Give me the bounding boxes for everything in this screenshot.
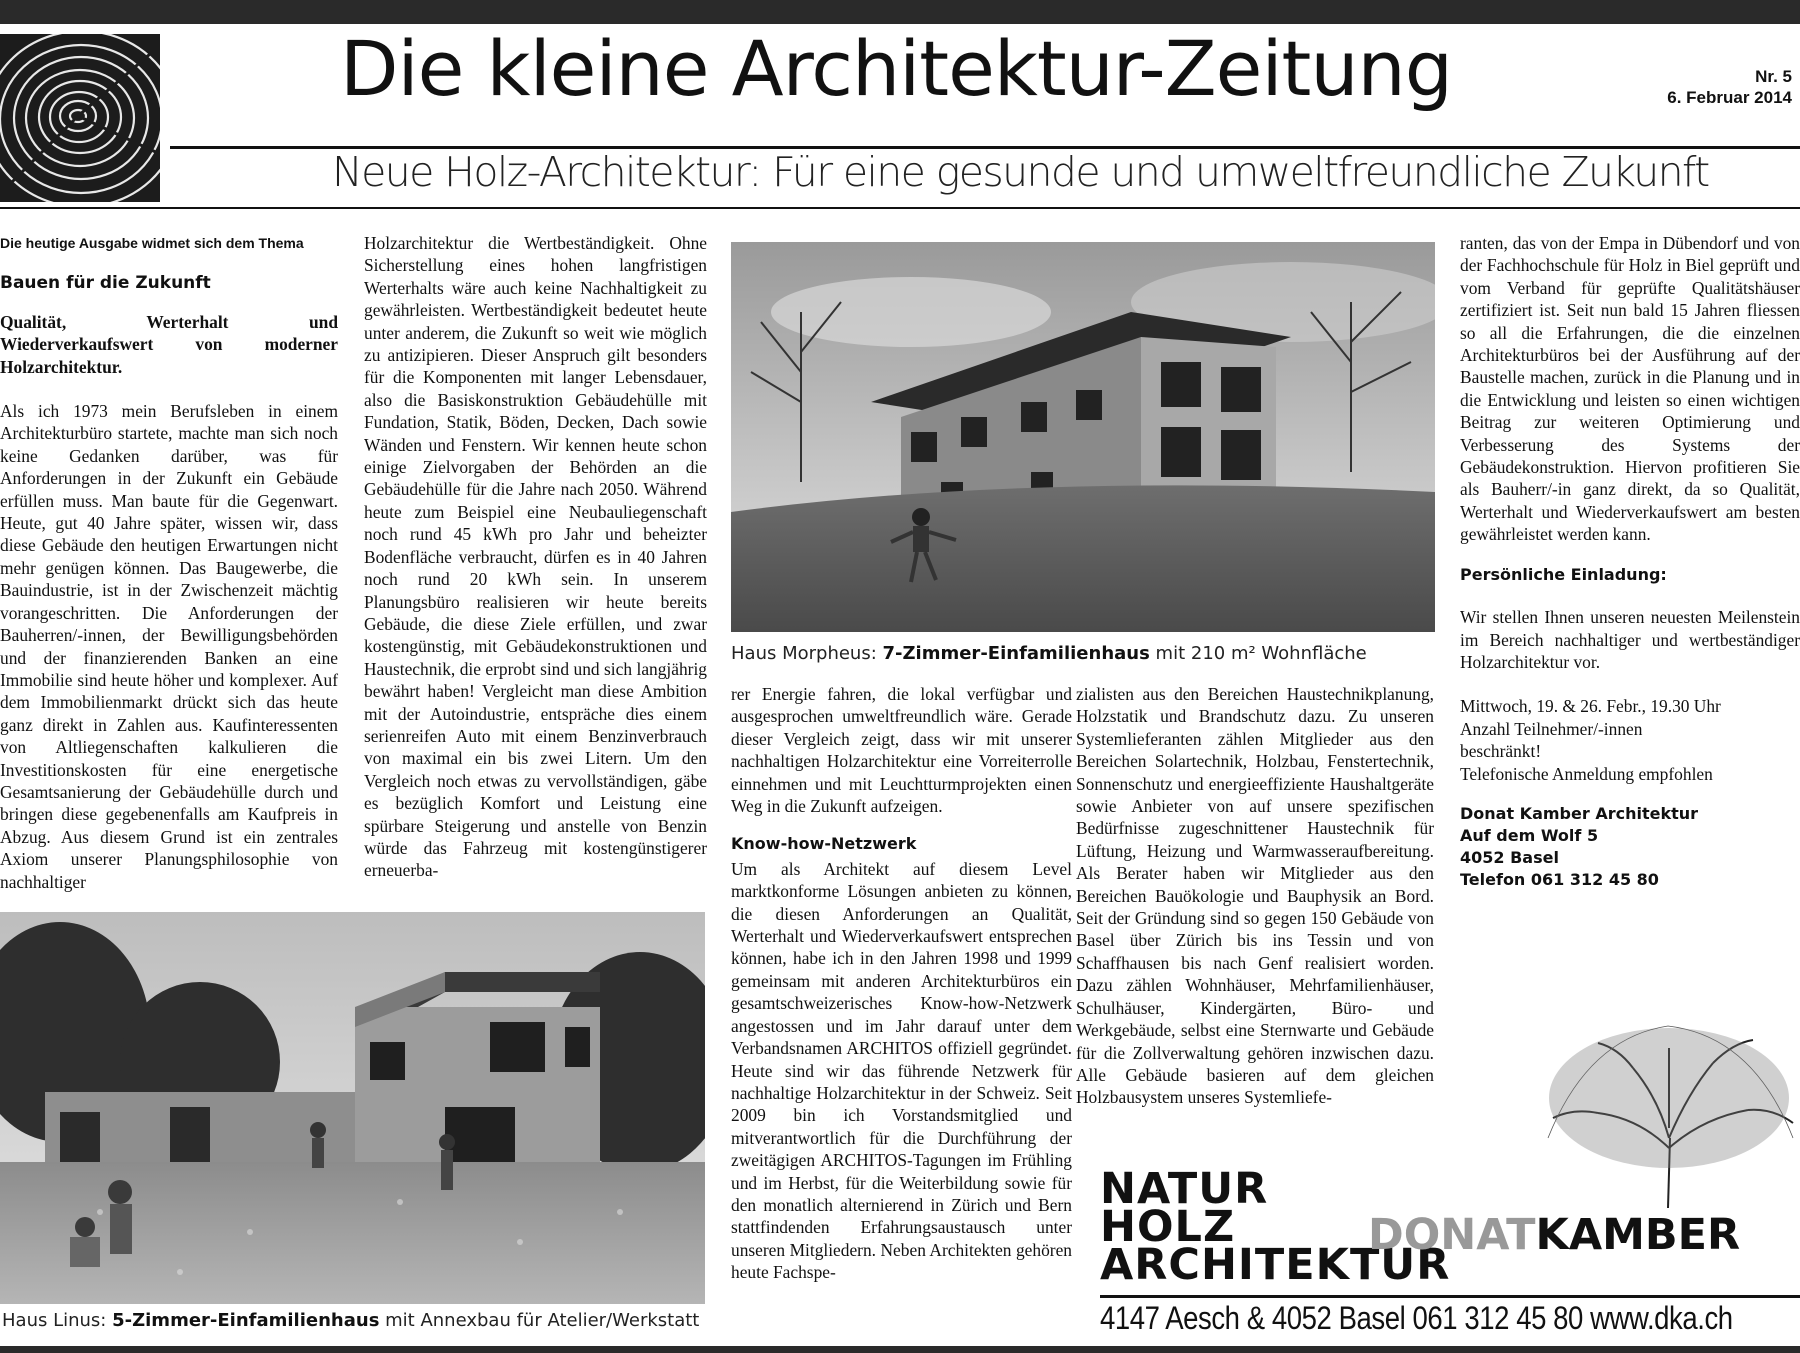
article-column-5 [1460, 232, 1800, 891]
brand-line-architektur: ARCHITEKTUR [1100, 1240, 1451, 1290]
tree-logo-icon [1538, 1018, 1800, 1208]
lead-label: Die heutige Ausgabe widmet sich dem Thema [0, 235, 304, 251]
newspaper-title: Die kleine Architektur-Zeitung [340, 24, 1452, 113]
caption-haus-morpheus [731, 643, 1367, 664]
contact-phone: Telefon 061 312 45 80 [1460, 869, 1659, 889]
article-column-3 [731, 683, 1072, 1284]
article-text-4: zialisten aus den Bereichen Haustechnikplanung, Holzstatik und Brandschutz dazu. Zu unseren Systemlieferanten zählen Mitglieder aus den Bereichen Solartechnik, Holzbau, Fenstertechnik, Sonnenschutz und energieeffiziente Haushaltgeräte sowie Anbieter von auf unsere spezifischen Bedürfnisse zugeschnittener Haustechnik für Lüftung, Heizung und Warmwasseraufbereitung. Als Berater haben wir Mitglieder aus den Bereichen Bauökologie und Bauphysik an Bord. Seit der Gründung sind so gegen 150 Gebäude von Basel über Zürich bis ins Tessin und von Schaffhausen bis nach Genf realisiert worden. Dazu zählen Wohnhäuser, Mehrfamilienhäuser, Schulhäuser, Kindergärten, Büro- und Werkgebäude, selbst eine Sternwarte und Gebäude für die Zollverwaltung gehören inzwischen dazu. Alle Gebäude basieren auf dem gleichen Holzbausystem unseres Systemliefe- [1076, 684, 1434, 1108]
brand-name [1368, 1210, 1740, 1260]
article-text-2: Holzarchitektur die Wertbeständigkeit. Ohne Sicherstellung eines hohen langfristigen Werterhalts wäre auch keine Nachhaltigkeit zu gewährleisten. Wertbeständigkeit bedeutet heute unter anderem, die Zukunft so weit wie möglich zu antizipieren. Dieser Anspruch gilt besonders für die Komponenten mit langer Lebensdauer, also die Basiskonstruktion Gebäudehülle mit Fundation, Statik, Böden, Decken, Dach sowie Wänden und Fenstern. Wir kennen heute schon einige Zielvorgaben der Behörden an die Gebäudehülle für die Jahre nach 2050. Während heute zum Beispiel eine Neubauliegenschaft noch rund 45 kWh pro Jahr und beheizter Bodenfläche verbraucht, dürfen es in 40 Jahren noch rund 20 kWh sein. In unserem Planungsbüro realisieren wir heute bereits Gebäude, die diese Ziele erfüllen, und zwar kostengünstig, mit Gebäudekonstruktionen und Haustechnik, die erprobt sind und sich langjährig bewährt haben! Vergleicht man diese Ambition mit der Autoindustrie, entspräche dies einem serienreifen Auto mit einem Benzinverbrauch von maximal ein bis zwei Litern. Um den Vergleich noch etwas zu vervollständigen, gäbe es bezüglich Komfort und Leistung eine spürbare Steigerung und anstelle von Benzin würde das Fahrzeug mit kostengünstigerer erneuerba- [364, 233, 707, 881]
invitation-attendance-2: beschränkt! [1460, 741, 1542, 762]
wood-rings-icon [0, 34, 160, 202]
top-bar [0, 0, 1800, 24]
invitation-attendance-1: Anzahl Teilnehmer/-innen [1460, 718, 1643, 739]
photo-haus-morpheus [731, 242, 1435, 632]
article-subheading: Qualität, Werterhalt und Wiederverkaufswert von moderner Holzarchitektur. [0, 311, 338, 377]
article-column-1 [0, 232, 338, 893]
caption-linus-bold: 5-Zimmer-Einfamilienhaus [112, 1310, 380, 1331]
brand-contact-line: 4147 Aesch & 4052 Basel 061 312 45 80 www.dka.ch [1100, 1300, 1733, 1336]
article-column-4 [1076, 683, 1434, 1109]
invitation-text: Wir stellen Ihnen unseren neuesten Meilenstein im Bereich nachhaltiger und wertbeständiger Holzarchitektur vor. [1460, 607, 1800, 672]
contact-city: 4052 Basel [1460, 847, 1559, 867]
brand-name-first: DONAT [1368, 1210, 1536, 1260]
caption-linus-suffix: mit Annexbau für Atelier/Werkstatt [379, 1310, 700, 1331]
invitation-heading: Persönliche Einladung: [1460, 564, 1667, 584]
invitation-registration: Telefonische Anmeldung empfohlen [1460, 763, 1713, 784]
article-text-5: ranten, das von der Empa in Dübendorf und von der Fachhochschule für Holz in Biel geprüft und vom Verband für geprüfte Qualitätshäuser zertifiziert ist. Seit nun bald 15 Jahren fliessen so all die Erfahrungen, die die einzelnen Architekturbüros bei der Ausführung auf der Baustelle machen, zurück in die Planung und in die Entwicklung und leisten so einen wichtigen Beitrag zur weiteren Optimierung und Verbesserung des Systems der Gebäudekonstruktion. Hiervon profitieren Sie als Bauherr/-in ganz direkt, da so Qualität, Werterhalt und Wiederverkaufswert am besten gewährleistet werden kann. [1460, 233, 1800, 545]
contact-block [1460, 803, 1800, 891]
contact-company: Donat Kamber Architektur [1460, 803, 1699, 823]
issue-info [1667, 66, 1792, 108]
contact-street: Auf dem Wolf 5 [1460, 825, 1599, 845]
article-column-2 [364, 232, 707, 882]
caption-morpheus-suffix: mit 210 m² Wohnfläche [1149, 643, 1367, 664]
article-text-3b: Um als Architekt auf diesem Level marktkonforme Lösungen anbieten zu können, die diesen Anforderungen an Qualität, Werterhalt und Wiederverkaufswert entsprechen können, habe ich in den Jahren 1998 und 1999 gemeinsam mit anderen Architekturbüros ein gesamtschweizerisches Know-how-Netzwerk angestossen und im Jahr darauf unter dem Verbandsnamen ARCHITOS offiziell gegründet. Heute sind wir das führende Netzwerk für nachhaltige Holzarchitektur in der Schweiz. Seit 2009 bin ich Vorstandsmitglied und mitverantwortlich für die Durchführung der zweitägigen ARCHITOS-Tagungen im Frühling und im Herbst, für die Weiterbildung sowie für den monatlich alternierend in Zürich und Bern stattfindenden Erfahrungsaustausch unter unseren Mitgliedern. Neben Architekten gehören heute Fachspe- [731, 858, 1072, 1283]
caption-morpheus-bold: 7-Zimmer-Einfamilienhaus [882, 643, 1150, 664]
issue-date: 6. Februar 2014 [1667, 88, 1792, 107]
section-heading-network: Know-how-Netzwerk [731, 834, 917, 854]
caption-haus-linus [2, 1310, 699, 1331]
caption-morpheus-prefix: Haus Morpheus: [731, 643, 883, 664]
article-text-3a: rer Energie fahren, die lokal verfügbar und ausgesprochen umweltfreundlich wäre. Gerade dieser Vergleich zeigt, dass wir mit unserer nachhaltigen Holzarchitektur eine Vorreiterrolle einnehmen und mit Leuchtturmprojekten einen Weg in die Zukunft aufzeigen. [731, 684, 1072, 817]
brand-line-natur: NATUR [1100, 1164, 1269, 1214]
brand-divider [1100, 1295, 1800, 1298]
brand-line-holz: HOLZ [1100, 1202, 1236, 1252]
wood-rings-logo [0, 34, 160, 202]
article-text-1: Als ich 1973 mein Berufsleben in einem Architekturbüro startete, machte man sich noch keine Gedanken darüber, was für Anforderungen in der Zukunft ein Gebäude erfüllen muss. Man baute für die Gegenwart. Heute, gut 40 Jahre später, wissen wir, dass diese Gebäude den heutigen Erwartungen nicht mehr genügen können. Das Baugewerbe, die Bauindustrie, ist in der Zwischenzeit mächtig vorangeschritten. Die Anforderungen der Bauherren/-innen, der Bewilligungsbehörden und der finanzierenden Banken an eine Immobilie sind heute höher und komplexer. Auf dem Immobilienmarkt drückt sich das heute ganz direkt in Zahlen aus. Kaufinteressenten von Altliegenschaften kalkulieren die Investitionskosten für eine energetische Gesamtsanierung der Gebäudehülle durch und bringen diese gegebenenfalls am Kaufpreis in Abzug. Aus diesem Grund ist ein zentrales Axiom unserer Planungsphilosophie von nachhaltiger [0, 401, 338, 892]
newspaper-subtitle: Neue Holz-Architektur: Für eine gesunde und umweltfreundliche Zukunft [332, 148, 1709, 196]
caption-linus-prefix: Haus Linus: [2, 1310, 113, 1331]
brand-name-last: KAMBER [1535, 1210, 1741, 1260]
header-divider [0, 207, 1800, 209]
bottom-bar [0, 1346, 1800, 1353]
issue-number: Nr. 5 [1755, 67, 1792, 86]
invitation-date: Mittwoch, 19. & 26. Febr., 19.30 Uhr [1460, 696, 1721, 717]
article-heading: Bauen für die Zukunft [0, 273, 211, 294]
photo-haus-linus [0, 912, 705, 1304]
